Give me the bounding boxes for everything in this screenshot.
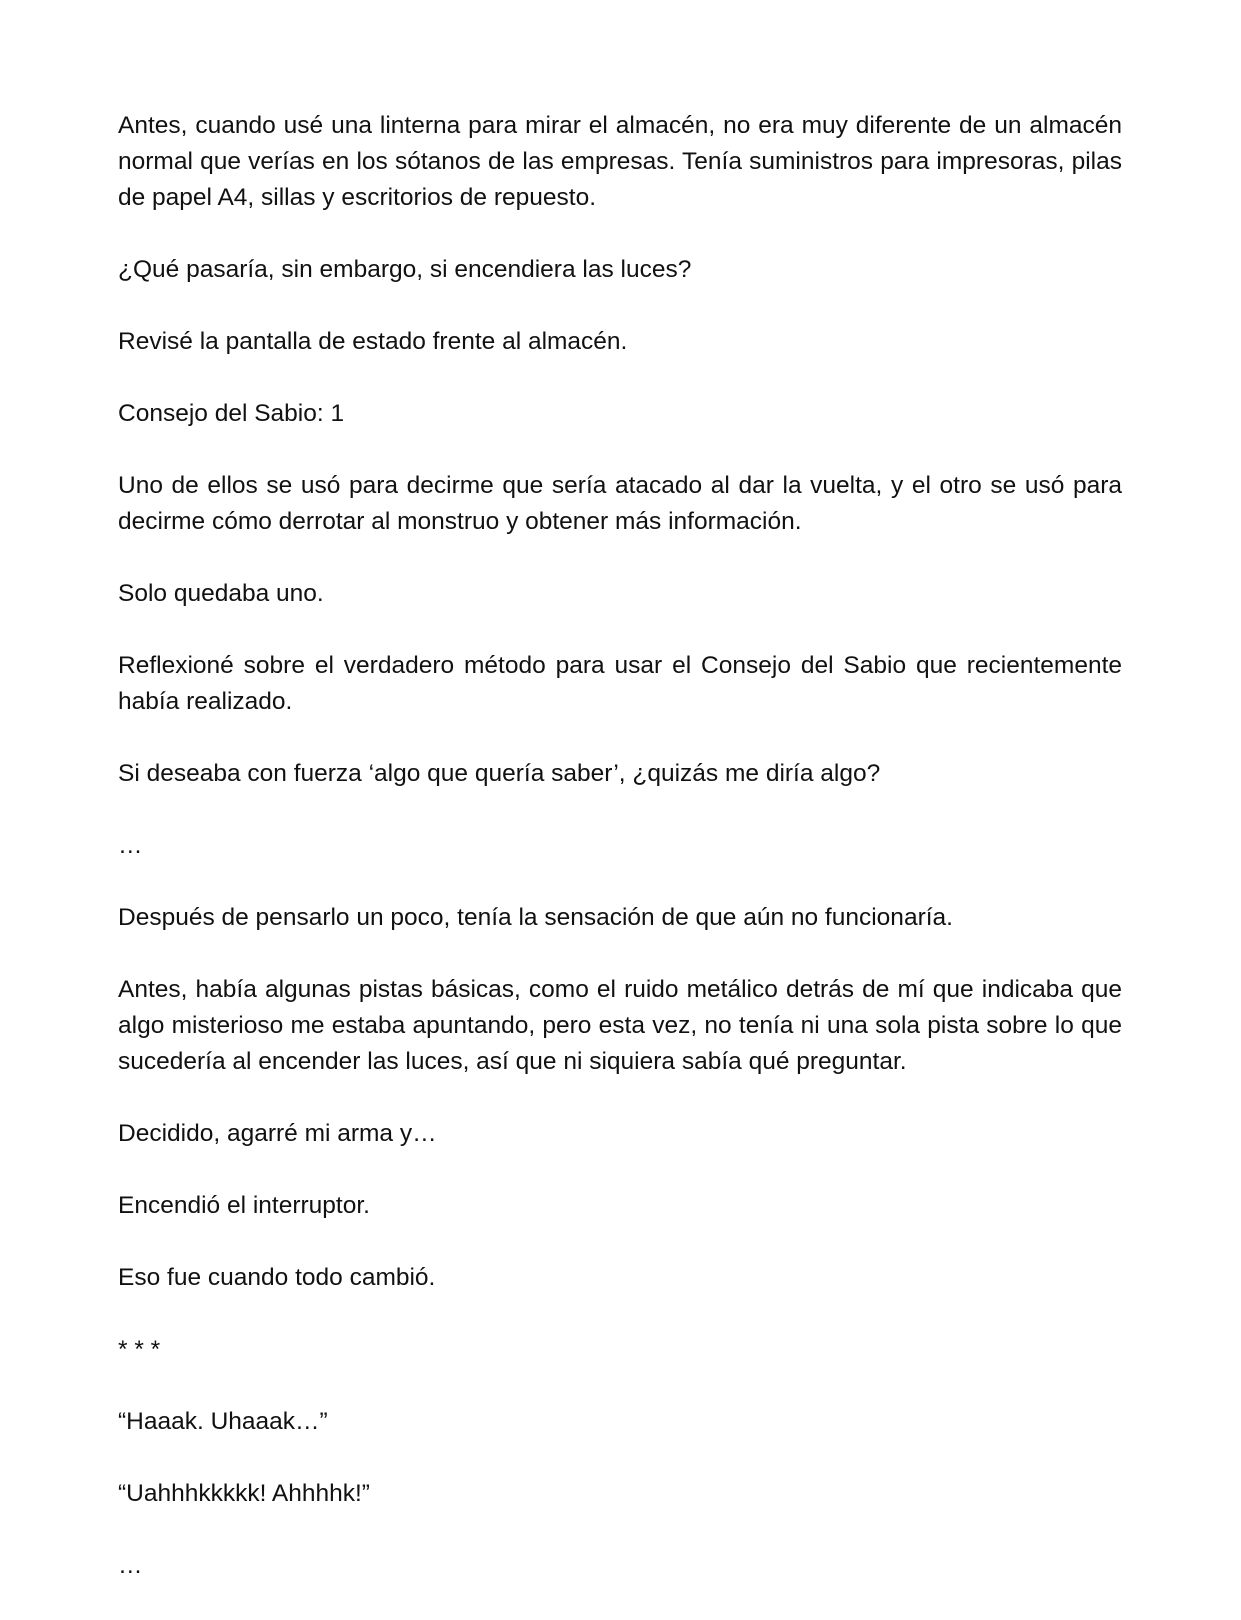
paragraph-12: Decidido, agarré mi arma y… [118,1120,437,1147]
paragraph-4: Consejo del Sabio: 1 [118,400,345,427]
paragraph-9: … [118,832,143,859]
paragraph-1: Antes, cuando usé una linterna para mirar el almacén, no era muy diferente de un almacén normal que verías en los sótanos de las empresas. Tenía suministros para impresoras, pilas de papel A4, sillas y escritorios de repuesto. [118,112,1122,211]
paragraph-13: Encendió el interruptor. [118,1192,370,1219]
scene-break: * * * [118,1336,161,1363]
paragraph-11: Antes, había algunas pistas básicas, como el ruido metálico detrás de mí que indicaba que algo misterioso me estaba apuntando, pero esta vez, no tenía ni una sola pista sobre lo que sucedería al encender las luces, así que ni siquiera sabía qué preguntar. [118,976,1122,1075]
paragraph-7: Reflexioné sobre el verdadero método para usar el Consejo del Sabio que recientemente había realizado. [118,652,1122,715]
document-body [118,108,1122,1620]
paragraph-17: “Uahhhkkkkk! Ahhhhk!” [118,1480,370,1507]
paragraph-8: Si deseaba con fuerza ‘algo que quería saber’, ¿quizás me diría algo? [118,760,881,787]
paragraph-10: Después de pensarlo un poco, tenía la sensación de que aún no funcionaría. [118,904,953,931]
paragraph-16: “Haaak. Uhaaak…” [118,1408,328,1435]
paragraph-14: Eso fue cuando todo cambió. [118,1264,436,1291]
paragraph-6: Solo quedaba uno. [118,580,324,607]
paragraph-18: … [118,1552,143,1579]
paragraph-5: Uno de ellos se usó para decirme que sería atacado al dar la vuelta, y el otro se usó para decirme cómo derrotar al monstruo y obtener más información. [118,472,1122,535]
paragraph-3: Revisé la pantalla de estado frente al almacén. [118,328,628,355]
paragraph-2: ¿Qué pasaría, sin embargo, si encendiera las luces? [118,256,692,283]
